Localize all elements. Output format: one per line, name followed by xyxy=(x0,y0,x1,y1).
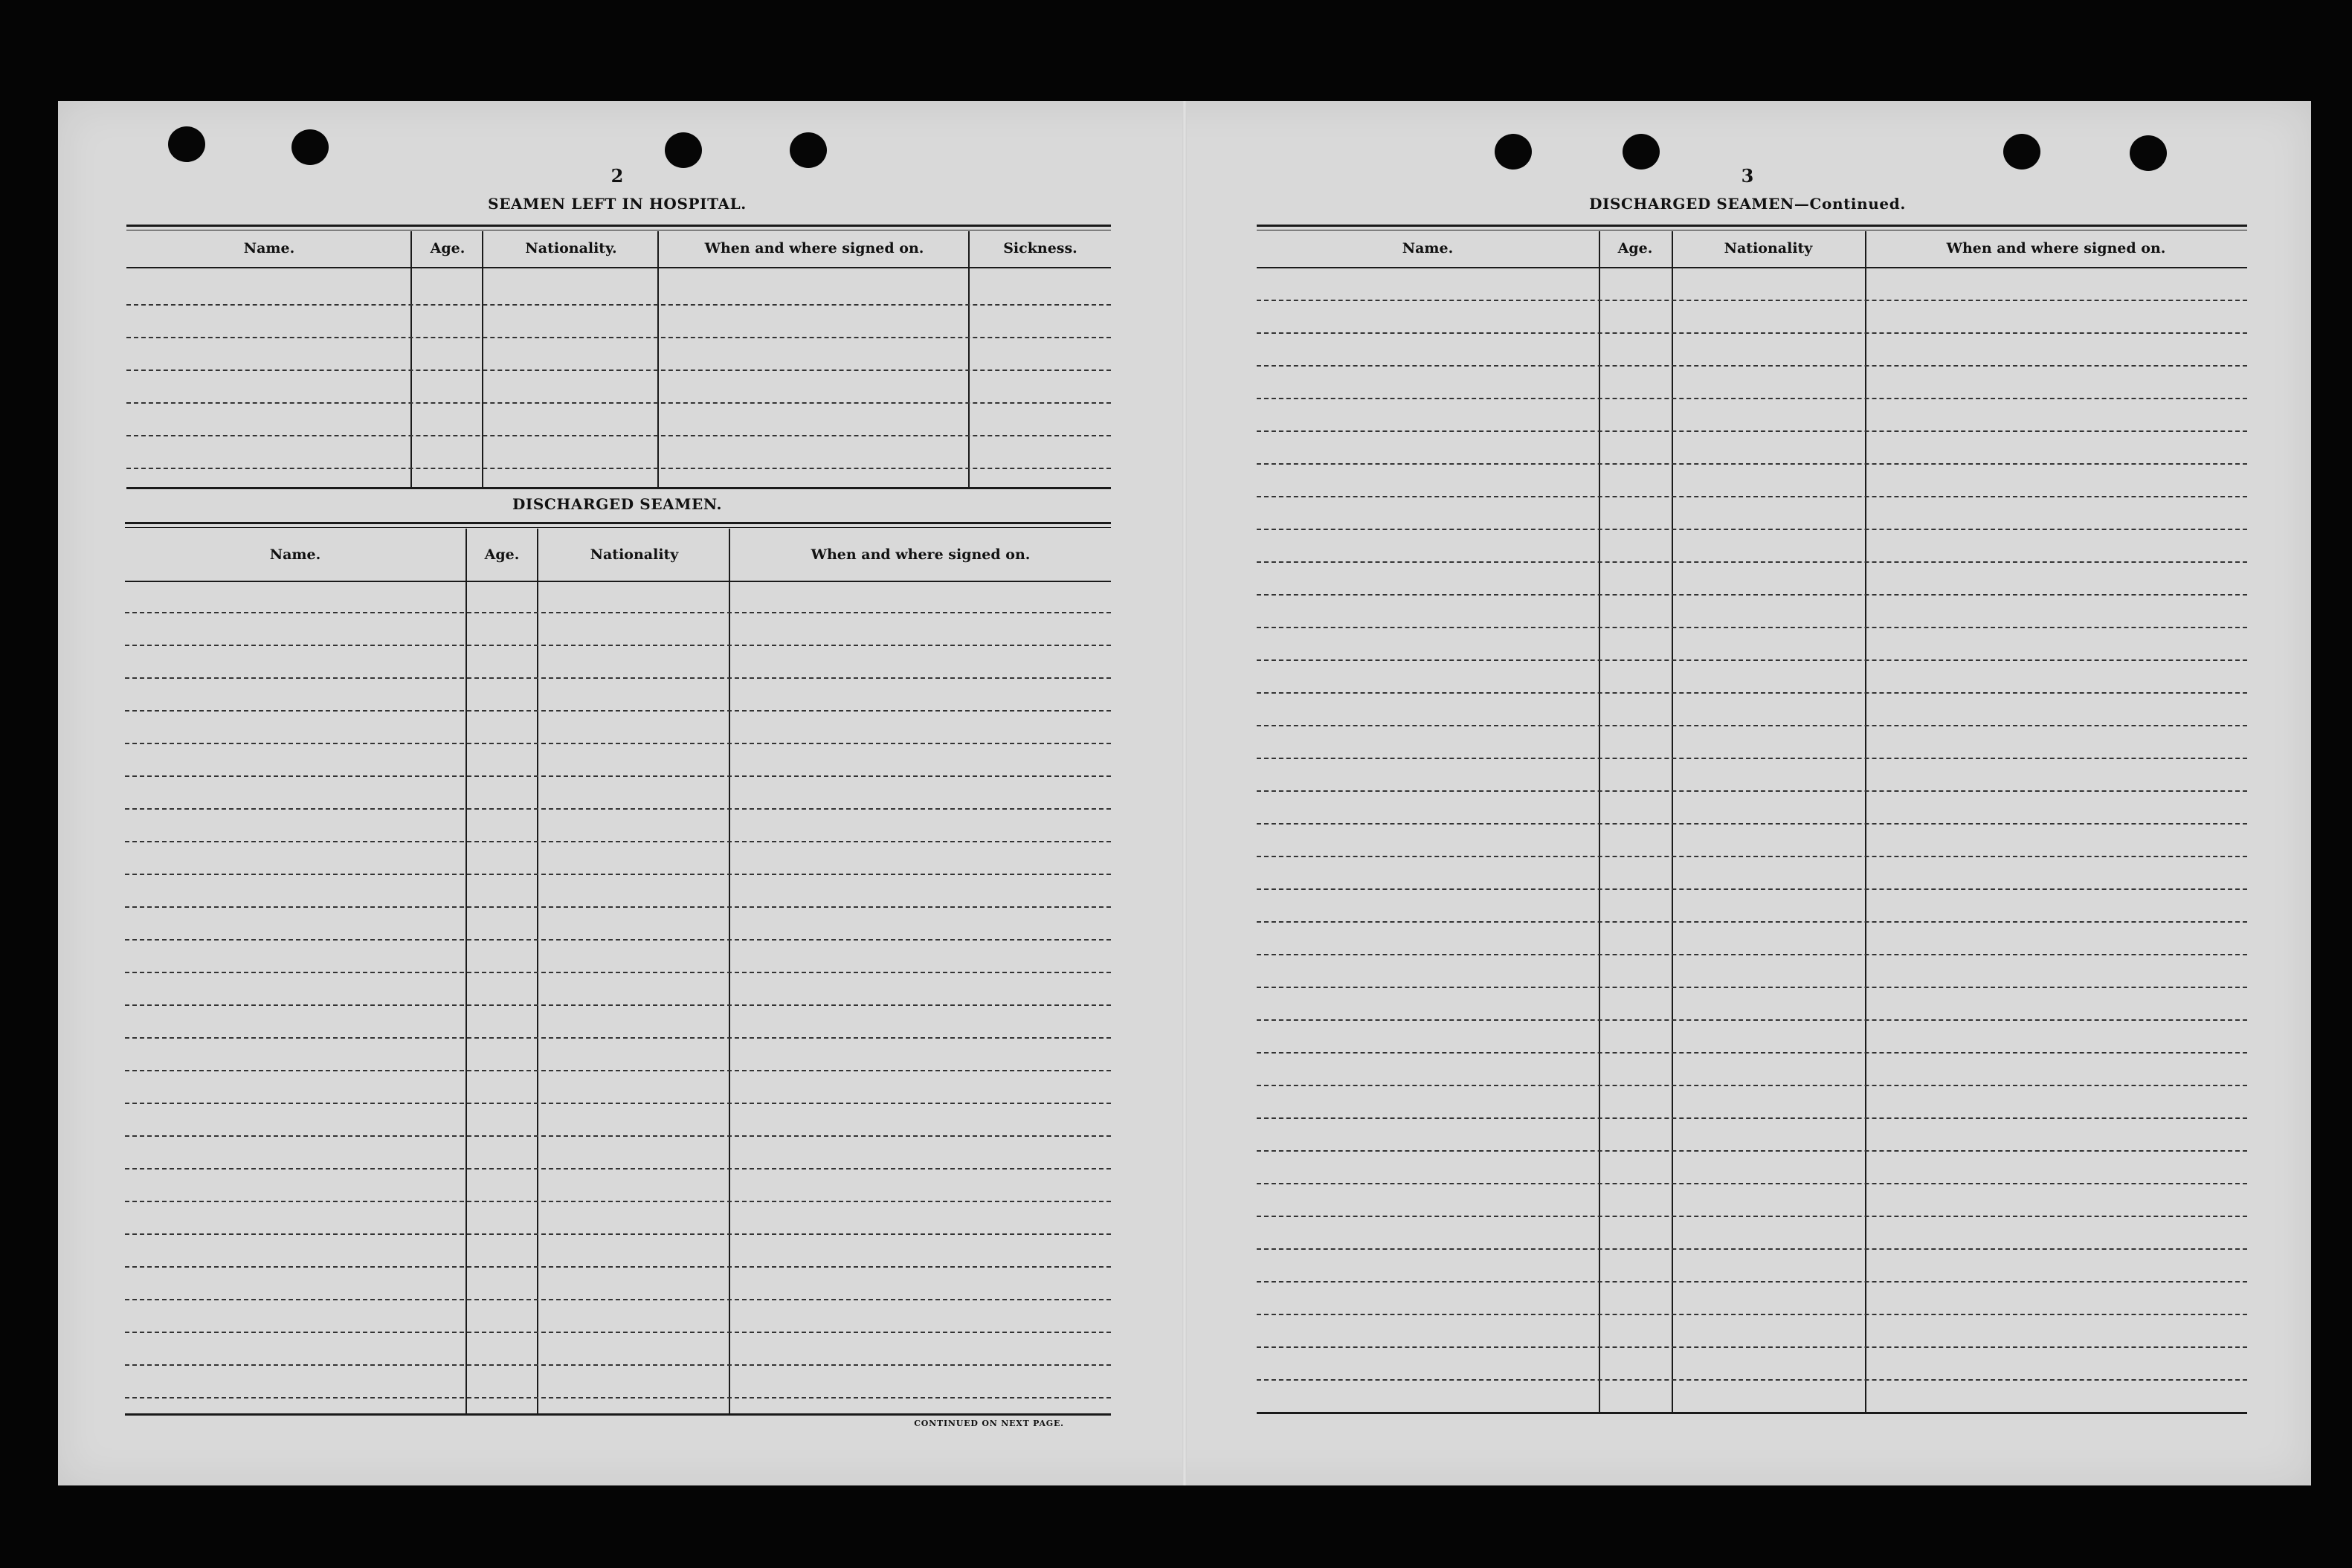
blank-entry-row xyxy=(1257,1379,2247,1381)
blank-entry-row xyxy=(1257,529,2247,530)
column-divider xyxy=(482,231,483,487)
blank-entry-row xyxy=(1257,365,2247,367)
column-divider xyxy=(729,529,730,1413)
punch-hole xyxy=(168,126,205,162)
blank-entry-row xyxy=(125,1332,1111,1333)
blank-entry-row xyxy=(1257,758,2247,759)
blank-entry-row xyxy=(125,710,1111,712)
blank-entry-row xyxy=(126,337,1111,338)
blank-entry-row xyxy=(1257,1216,2247,1217)
punch-hole xyxy=(2130,135,2167,171)
blank-entry-row xyxy=(1257,1346,2247,1348)
blank-entry-row xyxy=(125,906,1111,908)
blank-entry-row xyxy=(126,304,1111,306)
blank-entry-row xyxy=(126,435,1111,436)
blank-entry-row xyxy=(1257,725,2247,726)
blank-entry-row xyxy=(125,1397,1111,1398)
column-header-name: Name. xyxy=(1402,240,1454,257)
column-divider xyxy=(410,231,412,487)
column-divider xyxy=(1599,231,1600,1412)
discharged-table xyxy=(125,522,1111,1416)
blank-entry-row xyxy=(125,645,1111,646)
discharged-continued-title: DISCHARGED SEAMEN—Continued. xyxy=(1589,195,1906,213)
column-divider xyxy=(465,529,467,1413)
blank-entry-row xyxy=(125,1004,1111,1006)
blank-entry-row xyxy=(1257,1052,2247,1054)
column-header-nationality: Nationality xyxy=(590,546,679,563)
blank-entry-row xyxy=(1257,659,2247,661)
continued-note: CONTINUED ON NEXT PAGE. xyxy=(914,1419,1064,1428)
blank-entry-row xyxy=(125,1364,1111,1366)
blank-entry-row xyxy=(1257,594,2247,596)
punch-hole xyxy=(2003,134,2040,170)
column-header-signed-on: When and where signed on. xyxy=(811,546,1031,563)
column-header-age: Age. xyxy=(430,240,465,257)
punch-hole xyxy=(291,129,329,165)
blank-entry-row xyxy=(125,1201,1111,1202)
column-header-nationality: Nationality. xyxy=(525,240,617,257)
blank-entry-row xyxy=(1257,954,2247,955)
column-header-nationality: Nationality xyxy=(1724,240,1813,257)
discharged-continued-table xyxy=(1257,225,2247,1414)
discharged-table-header xyxy=(125,529,1111,582)
punch-hole xyxy=(665,132,702,168)
blank-entry-row xyxy=(125,1037,1111,1039)
punch-hole xyxy=(790,132,827,168)
column-header-sickness: Sickness. xyxy=(1003,240,1077,257)
column-header-signed-on: When and where signed on. xyxy=(1946,240,2166,257)
blank-entry-row xyxy=(125,841,1111,842)
blank-entry-row xyxy=(125,775,1111,777)
blank-entry-row xyxy=(125,1135,1111,1137)
blank-entry-row xyxy=(1257,1085,2247,1086)
column-header-age: Age. xyxy=(1617,240,1653,257)
blank-entry-row xyxy=(1257,856,2247,857)
hospital-section-title: SEAMEN LEFT IN HOSPITAL. xyxy=(488,195,747,213)
blank-entry-row xyxy=(1257,300,2247,301)
blank-entry-row xyxy=(125,939,1111,941)
blank-entry-row xyxy=(125,874,1111,875)
blank-entry-row xyxy=(1257,1019,2247,1021)
page-fold xyxy=(1182,101,1187,1485)
blank-entry-row xyxy=(125,1299,1111,1300)
blank-entry-row xyxy=(125,1070,1111,1071)
blank-entry-row xyxy=(1257,823,2247,825)
page-number: 2 xyxy=(610,165,624,187)
column-header-name: Name. xyxy=(269,546,321,563)
blank-entry-row xyxy=(1257,1281,2247,1283)
blank-entry-row xyxy=(1257,1314,2247,1315)
page-number: 3 xyxy=(1741,165,1754,187)
discharged-continued-header xyxy=(1257,231,2247,268)
blank-entry-row xyxy=(1257,1150,2247,1152)
punch-hole xyxy=(1623,134,1660,170)
blank-entry-row xyxy=(1257,398,2247,399)
blank-entry-row xyxy=(1257,496,2247,497)
blank-entry-row xyxy=(1257,430,2247,432)
column-divider xyxy=(1672,231,1673,1412)
blank-entry-row xyxy=(1257,627,2247,628)
blank-entry-row xyxy=(1257,1117,2247,1119)
blank-entry-row xyxy=(125,677,1111,679)
column-header-name: Name. xyxy=(243,240,295,257)
hospital-table xyxy=(126,225,1111,489)
hospital-table-header xyxy=(126,231,1111,268)
blank-entry-row xyxy=(126,402,1111,404)
blank-entry-row xyxy=(125,808,1111,810)
blank-entry-row xyxy=(126,370,1111,371)
blank-entry-row xyxy=(125,1233,1111,1235)
blank-entry-row xyxy=(1257,790,2247,792)
blank-entry-row xyxy=(125,1266,1111,1268)
blank-entry-row xyxy=(126,468,1111,469)
blank-entry-row xyxy=(125,612,1111,613)
blank-entry-row xyxy=(1257,987,2247,988)
blank-entry-row xyxy=(1257,921,2247,923)
blank-entry-row xyxy=(125,1103,1111,1104)
discharged-section-title: DISCHARGED SEAMEN. xyxy=(512,495,723,513)
blank-entry-row xyxy=(1257,561,2247,563)
column-divider xyxy=(537,529,538,1413)
punch-hole xyxy=(1495,134,1532,170)
column-divider xyxy=(968,231,970,487)
column-divider xyxy=(1865,231,1866,1412)
blank-entry-row xyxy=(1257,888,2247,890)
blank-entry-row xyxy=(125,1168,1111,1169)
blank-entry-row xyxy=(1257,332,2247,334)
blank-entry-row xyxy=(1257,1183,2247,1184)
blank-entry-row xyxy=(1257,692,2247,694)
blank-entry-row xyxy=(125,743,1111,744)
blank-entry-row xyxy=(125,972,1111,973)
column-header-signed-on: When and where signed on. xyxy=(704,240,924,257)
blank-entry-row xyxy=(1257,463,2247,465)
blank-entry-row xyxy=(1257,1248,2247,1250)
column-divider xyxy=(657,231,659,487)
column-header-age: Age. xyxy=(484,546,520,563)
